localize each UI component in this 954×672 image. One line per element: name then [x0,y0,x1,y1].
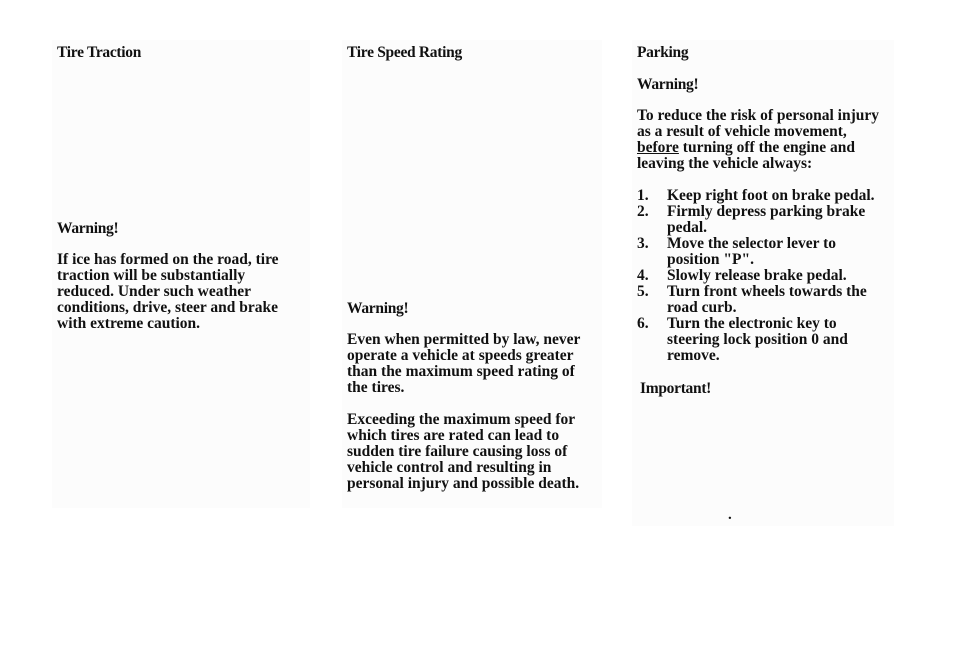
list-item: 3. Move the selector lever to position "P". [637,235,836,268]
warning-paragraph-speed-failure: Exceeding the maximum speed for which tires are rated can lead to sudden tire failure causing loss of vehicle control and resulting in personal injury and possible death. [347,411,580,492]
section-title-parking: Parking [637,44,689,61]
parking-steps-list [637,188,889,364]
list-item: 1. Keep right foot on brake pedal. [637,187,875,204]
trailing-period: . [728,507,732,523]
warning-heading: Warning! [347,300,409,317]
warning-heading: Warning! [637,76,699,93]
underlined-word: before [637,139,679,156]
warning-heading: Warning! [57,220,119,237]
warning-paragraph-ice: If ice has formed on the road, tire traction will be substantially reduced. Under such weather conditions, drive, steer and brake with extreme caution. [57,251,279,332]
list-item: 5. Turn front wheels towards the road curb. [637,283,867,316]
list-item: 2. Firmly depress parking brake pedal. [637,203,866,236]
list-item: 6. Turn the electronic key to steering lock position 0 and remove. [637,315,848,364]
list-item: 4. Slowly release brake pedal. [637,267,847,284]
section-title-tire-speed-rating: Tire Speed Rating [347,44,462,61]
warning-paragraph-speed-law: Even when permitted by law, never operate a vehicle at speeds greater than the maximum speed rating of the tires. [347,331,581,396]
important-heading: Important! [640,380,712,397]
section-title-tire-traction: Tire Traction [57,44,142,61]
parking-intro-paragraph: To reduce the risk of personal injury as a result of vehicle movement, before turning off the engine and leaving the vehicle always: [637,107,879,172]
